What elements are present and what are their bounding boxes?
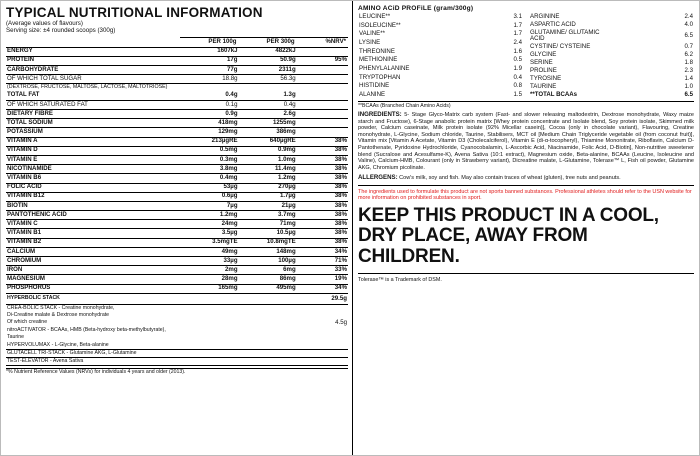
value-nrv: 38% bbox=[297, 146, 348, 155]
storage-warning: KEEP THIS PRODUCT IN A COOL, DRY PLACE, AWAY FROM CHILDREN. bbox=[358, 204, 659, 267]
table-row bbox=[6, 257, 348, 266]
table-row bbox=[6, 155, 348, 164]
nutrient-name: TOTAL SODIUM bbox=[6, 119, 180, 128]
blend-value bbox=[273, 335, 348, 342]
value-per-300g: 21µg bbox=[239, 201, 297, 210]
value-nrv: 33% bbox=[297, 266, 348, 275]
bcaa-note: **BCAAs (Branched Chain Amino Acids) bbox=[358, 103, 451, 110]
amino-acid-name: ALANINE bbox=[359, 91, 386, 99]
allergens-label: ALLERGENS: bbox=[358, 174, 398, 182]
nutrient-name: CHROMIUM bbox=[6, 257, 180, 266]
blend-name: Di-Creatine malate & Dextrose monohydrate bbox=[7, 311, 110, 318]
nutrient-name: MAGNESIUM bbox=[6, 275, 180, 284]
nrv-footnote: *% Nutrient Reference Values (NRVs) for individuals 4 years and older (2013). bbox=[6, 368, 348, 376]
table-row bbox=[6, 266, 348, 275]
value-per-300g: 0.4g bbox=[239, 100, 297, 109]
blend-value: 29.5g bbox=[273, 296, 348, 305]
value-per-300g: 270µg bbox=[239, 183, 297, 192]
blend-value bbox=[273, 358, 348, 366]
value-nrv: 38% bbox=[297, 211, 348, 220]
blend-name: Of which creatine bbox=[7, 319, 48, 326]
value-per-100g: 0.6µg bbox=[180, 192, 238, 201]
amino-acid-row bbox=[529, 92, 694, 100]
value-per-300g: 1.3g bbox=[239, 92, 297, 101]
value-per-300g: 148mg bbox=[239, 247, 297, 256]
value-per-300g: 6mg bbox=[239, 266, 297, 275]
value-per-100g: 33µg bbox=[180, 257, 238, 266]
value-nrv bbox=[297, 128, 348, 137]
table-row bbox=[6, 229, 348, 238]
value-per-300g: 640µgRE bbox=[239, 137, 297, 146]
value-per-100g: 418mg bbox=[180, 119, 238, 128]
value-nrv: 38% bbox=[297, 238, 348, 247]
amino-acid-value: 4.0 bbox=[684, 20, 693, 28]
amino-acid-name: LYSINE bbox=[359, 38, 381, 46]
amino-acid-value: 0.5 bbox=[513, 56, 522, 64]
blend-row bbox=[6, 312, 348, 319]
value-per-300g: 1255mg bbox=[239, 119, 297, 128]
amino-acid-value: 6.5 bbox=[684, 91, 693, 99]
blend-row bbox=[6, 296, 348, 305]
amino-acid-name: ASPARTIC ACID bbox=[530, 20, 576, 28]
value-per-100g: 17g bbox=[180, 56, 238, 65]
allergens-paragraph bbox=[358, 174, 694, 182]
nutrient-name: VITAMIN B12 bbox=[6, 192, 180, 201]
table-header-row bbox=[6, 37, 348, 47]
value-per-100g: 213µgRE bbox=[180, 137, 238, 146]
value-nrv: 38% bbox=[297, 192, 348, 201]
table-row bbox=[6, 47, 348, 56]
value-per-100g: 129mg bbox=[180, 128, 238, 137]
value-per-300g: 50.9g bbox=[239, 56, 297, 65]
amino-acid-name: METHIONINE bbox=[359, 56, 398, 64]
value-per-100g: 77g bbox=[180, 65, 238, 74]
amino-acid-name: TAURINE bbox=[530, 83, 557, 91]
nutrient-name: VITAMIN E bbox=[6, 155, 180, 164]
blend-name: Taurine bbox=[7, 334, 25, 341]
value-per-100g: 0.4g bbox=[180, 92, 238, 101]
amino-acid-name: SERINE bbox=[530, 59, 553, 67]
amino-acid-row bbox=[529, 29, 694, 44]
nutrient-name: OF WHICH TOTAL SUGAR bbox=[6, 75, 180, 84]
table-row bbox=[6, 284, 348, 293]
amino-acid-value: 2.4 bbox=[684, 12, 693, 20]
amino-acid-value: 1.7 bbox=[513, 21, 522, 29]
amino-acid-value: 0.7 bbox=[684, 43, 693, 51]
blend-value bbox=[273, 328, 348, 335]
amino-acid-table-left bbox=[358, 13, 523, 100]
value-nrv bbox=[297, 92, 348, 101]
value-per-300g: 495mg bbox=[239, 284, 297, 293]
value-per-100g: 3.5µg bbox=[180, 229, 238, 238]
nutrient-name: VITAMIN B6 bbox=[6, 174, 180, 183]
value-nrv bbox=[297, 119, 348, 128]
value-per-100g: 2mg bbox=[180, 266, 238, 275]
amino-acid-row bbox=[358, 74, 523, 83]
nutrient-name: (DEXTROSE, FRUCTOSE, MALTOSE, LACTOSE, MALTOTRIOSE) bbox=[7, 84, 168, 91]
table-row bbox=[6, 220, 348, 229]
value-per-300g: 56.3g bbox=[239, 75, 297, 84]
amino-acid-tables bbox=[358, 13, 694, 102]
value-per-100g: 0.4mg bbox=[180, 174, 238, 183]
amino-acid-row bbox=[358, 91, 523, 100]
allergens-text: Cow's milk, soy and fish. May also contain traces of wheat (gluten), tree nuts and peanuts. bbox=[399, 175, 621, 182]
value-per-100g: 0.9g bbox=[180, 110, 238, 119]
value-per-100g: 165mg bbox=[180, 284, 238, 293]
value-per-300g: 86mg bbox=[239, 275, 297, 284]
value-nrv: 34% bbox=[297, 247, 348, 256]
table-row bbox=[6, 238, 348, 247]
blend-value bbox=[273, 304, 348, 312]
nutrient-name: POTASSIUM bbox=[6, 128, 180, 137]
value-per-300g: 100µg bbox=[239, 257, 297, 266]
nutrient-name: CALCIUM bbox=[6, 247, 180, 256]
value-nrv bbox=[297, 65, 348, 74]
amino-acid-name: TRYPTOPHAN bbox=[359, 73, 401, 81]
blend-name: GLUTACELL TRI-STACK - Glutamine AKG, L-Glutamine bbox=[6, 350, 273, 358]
blend-name: HYPERBOLIC STACK bbox=[6, 296, 273, 305]
nutrient-name: FOLIC ACID bbox=[6, 183, 180, 192]
amino-acid-name: LEUCINE** bbox=[359, 12, 391, 20]
amino-acid-value: 6.2 bbox=[684, 51, 693, 59]
value-per-100g: 1607kJ bbox=[180, 47, 238, 56]
amino-acid-title: AMINO ACiD PROFiLE (gram/300g) bbox=[358, 5, 474, 12]
subtitle: (Average values of flavours) bbox=[6, 20, 83, 28]
nutrient-name: BIOTIN bbox=[6, 201, 180, 210]
table-row bbox=[6, 174, 348, 183]
nutrient-name: NICOTINAMIDE bbox=[6, 165, 180, 174]
value-per-300g: 386mg bbox=[239, 128, 297, 137]
amino-acid-row bbox=[358, 48, 523, 57]
amino-acid-row bbox=[358, 82, 523, 91]
value-nrv: 38% bbox=[297, 165, 348, 174]
nutrient-name: IRON bbox=[6, 266, 180, 275]
value-per-300g: 3.7mg bbox=[239, 211, 297, 220]
banned-substances-note: The ingredients used to formulate this product are not sports banned substances. Professional athletes should refer to the USN website for more information on prohibited substances in sport. bbox=[358, 185, 694, 202]
amino-acid-value: 1.9 bbox=[513, 64, 522, 72]
value-nrv: 38% bbox=[297, 229, 348, 238]
nutrient-name: PROTEIN bbox=[6, 56, 180, 65]
table-row bbox=[6, 119, 348, 128]
blend-value bbox=[273, 342, 348, 350]
amino-acid-value: 1.7 bbox=[513, 30, 522, 38]
value-nrv: 38% bbox=[297, 183, 348, 192]
amino-acid-name: TYROSINE bbox=[530, 75, 562, 83]
amino-acid-row bbox=[358, 22, 523, 31]
blend-value bbox=[273, 350, 348, 358]
value-nrv bbox=[297, 47, 348, 56]
amino-acid-name: ISOLEUCINE** bbox=[359, 21, 401, 29]
amino-acid-name: CYSTINE/ CYSTEINE bbox=[530, 43, 591, 51]
amino-acid-value: 1.8 bbox=[684, 59, 693, 67]
value-nrv: 34% bbox=[297, 284, 348, 293]
table-row bbox=[6, 92, 348, 101]
value-nrv bbox=[297, 84, 348, 92]
table-row bbox=[6, 183, 348, 192]
nutrient-name: VITAMIN A bbox=[6, 137, 180, 146]
amino-acid-name: PHENYLALANINE bbox=[359, 64, 410, 72]
value-per-100g: 0.5mg bbox=[180, 146, 238, 155]
nutrient-name: VITAMIN C bbox=[6, 220, 180, 229]
blend-name: HYPERVOLUMAX - L-Glycine, Beta-alanine bbox=[6, 342, 273, 350]
page-title: TYPICAL NUTRITIONAL INFORMATION bbox=[6, 5, 263, 20]
nutrient-name: VITAMIN D bbox=[6, 146, 180, 155]
amino-acid-name: GLUTAMINE/ GLUTAMIC ACID bbox=[530, 28, 600, 43]
value-nrv: 95% bbox=[297, 56, 348, 65]
info-panel bbox=[353, 1, 699, 455]
blend-name: nitroACTIVATOR - BCAAs, HMB (Beta-hydroxy beta-methylbutyrate), bbox=[7, 327, 166, 334]
value-per-100g: 0.3mg bbox=[180, 155, 238, 164]
amino-acid-name: THREONINE bbox=[359, 47, 395, 55]
amino-acid-value: 2.4 bbox=[513, 38, 522, 46]
table-row bbox=[6, 201, 348, 210]
serving-size: Serving size: ±4 rounded scoops (300g) bbox=[6, 26, 116, 34]
value-per-300g: 10.8mgTE bbox=[239, 238, 297, 247]
trademark-note: Tolerase™ is a Trademark of DSM. bbox=[358, 273, 694, 283]
amino-acid-row bbox=[358, 56, 523, 65]
value-nrv: 38% bbox=[297, 155, 348, 164]
amino-acid-name: GLYCINE bbox=[530, 51, 557, 59]
nutrient-name: OF WHICH SATURATED FAT bbox=[6, 100, 180, 109]
amino-acid-row bbox=[358, 39, 523, 48]
value-per-300g: 2311g bbox=[239, 65, 297, 74]
table-row bbox=[6, 110, 348, 119]
amino-acid-row bbox=[529, 13, 694, 21]
nutrient-name: TOTAL FAT bbox=[6, 92, 180, 101]
value-per-100g: 53µg bbox=[180, 183, 238, 192]
value-per-100g: 1.2mg bbox=[180, 211, 238, 220]
table-row bbox=[6, 275, 348, 284]
amino-acid-value: 3.1 bbox=[513, 12, 522, 20]
table-row bbox=[6, 75, 348, 84]
value-per-100g: 0.1g bbox=[180, 100, 238, 109]
amino-acid-name: HISTIDINE bbox=[359, 82, 390, 90]
ingredients-label: INGREDIENTS: bbox=[358, 111, 402, 119]
amino-acid-row bbox=[358, 13, 523, 22]
amino-acid-row bbox=[358, 30, 523, 39]
amino-acid-value: 1.5 bbox=[513, 91, 522, 99]
value-per-100g: 24mg bbox=[180, 220, 238, 229]
value-nrv: 19% bbox=[297, 275, 348, 284]
amino-acid-value: 1.0 bbox=[684, 83, 693, 91]
value-per-100g: 18.8g bbox=[180, 75, 238, 84]
col-head-per100g: PER 100g bbox=[180, 37, 238, 47]
value-per-300g: 1.7µg bbox=[239, 192, 297, 201]
blend-name: CREA-BOLIC STACK - Creatine monohydrate, bbox=[7, 304, 115, 311]
value-per-100g: 3.5mgTE bbox=[180, 238, 238, 247]
nutrient-name: DIETARY FIBRE bbox=[6, 110, 180, 119]
value-nrv bbox=[297, 110, 348, 119]
blend-row bbox=[6, 304, 348, 312]
blend-name: TEST-ELEVATOR - Avena Sativa bbox=[6, 358, 273, 366]
value-per-100g: 28mg bbox=[180, 275, 238, 284]
blend-value: 4.5g bbox=[335, 319, 347, 327]
col-head-nrv: %NRV* bbox=[297, 37, 348, 47]
amino-acid-value: 0.8 bbox=[513, 82, 522, 90]
value-per-300g: 71mg bbox=[239, 220, 297, 229]
amino-acid-row bbox=[529, 21, 694, 29]
table-row bbox=[6, 146, 348, 155]
amino-acid-value: 1.4 bbox=[684, 75, 693, 83]
value-nrv: 38% bbox=[297, 220, 348, 229]
table-row bbox=[6, 65, 348, 74]
value-nrv bbox=[297, 100, 348, 109]
value-per-300g: 11.4mg bbox=[239, 165, 297, 174]
table-row bbox=[6, 165, 348, 174]
ingredients-paragraph bbox=[358, 111, 694, 171]
value-per-300g: 1.2mg bbox=[239, 174, 297, 183]
table-row bbox=[6, 128, 348, 137]
blend-row bbox=[6, 358, 348, 366]
blend-row bbox=[6, 342, 348, 350]
ingredients-text: 5- Stage Glyco-Matrix carb system (Fast- and slower releasing maltodextrin, Dextrose monohydrate, Waxy maize starch and Fructose), 6-Stage anabolic protein matrix [Whey protein concentrate and Isolate blend, Soy protein isolate, Skimmed milk powder, Calcium caseinate, Milk protein isolate (92% Micellar casein)], Cocoa (only in chocolate variant), Flavouring, Creatine monohydrate, L-Glycine, Sodium chloride, Taurine, Stabilisers, MCT oil [Medium Chain Triglyceride vegetable oil (from coconut fruit)], Vitamin mix [Vitamin A Acetate, Vitamin D3 (Cholecalciferol), Vitamin E (di-α-tocopheryl), Thiamine Mononitrate, Riboflavin, Calcium D-Pantothenate, Pyridoxine Hydrochloride, Cyanocobalamin, L-Ascorbic Acid, Niacinamide, Folic Acid, D-Biotin], Non-nutritive sweetener blend (Sucralose and Acesulfame-K), Avena Sativa (10:1 extract), Magnesium oxide, Beta-alanine, BCAAs (Leucine, Isoleucine and Valine), Calcium-HMB, Colourant (only in Strawberry variant), Dicreatine malate, L-Glutamine, Tolerase™ L, Fish oil powder, Glutamine AKG, Chromium picolinate. bbox=[358, 112, 695, 171]
value-per-300g: 2.6g bbox=[239, 110, 297, 119]
value-per-100g: 3.8mg bbox=[180, 165, 238, 174]
col-head-nutrient bbox=[6, 37, 180, 47]
table-row bbox=[6, 100, 348, 109]
col-head-per300g: PER 300g bbox=[239, 37, 297, 47]
blend-row bbox=[6, 335, 348, 342]
nutrition-table bbox=[6, 37, 348, 294]
amino-acid-name: VALINE** bbox=[359, 30, 385, 38]
table-row bbox=[6, 56, 348, 65]
nutrient-name: ENERGY bbox=[6, 47, 180, 56]
amino-acid-value: 1.6 bbox=[513, 47, 522, 55]
value-nrv: 38% bbox=[297, 137, 348, 146]
blend-row bbox=[6, 328, 348, 335]
amino-acid-value: 6.5 bbox=[684, 32, 693, 39]
nutrient-name: PANTOTHENIC ACID bbox=[6, 211, 180, 220]
value-per-300g: 0.9mg bbox=[239, 146, 297, 155]
blend-table bbox=[6, 296, 348, 367]
value-nrv: 38% bbox=[297, 201, 348, 210]
value-per-100g: 49mg bbox=[180, 247, 238, 256]
amino-acid-name: **TOTAL BCAAs bbox=[530, 91, 578, 99]
table-row bbox=[6, 192, 348, 201]
amino-acid-table-right bbox=[529, 13, 694, 100]
blend-row bbox=[6, 350, 348, 358]
amino-acid-value: 2.3 bbox=[684, 67, 693, 75]
table-row bbox=[6, 211, 348, 220]
nutrient-name: VITAMIN B2 bbox=[6, 238, 180, 247]
value-nrv: 38% bbox=[297, 174, 348, 183]
value-per-100g: 7µg bbox=[180, 201, 238, 210]
amino-acid-row bbox=[529, 52, 694, 60]
value-nrv: 71% bbox=[297, 257, 348, 266]
value-per-300g: 4822kJ bbox=[239, 47, 297, 56]
amino-acid-name: ARGININE bbox=[530, 12, 560, 20]
nutrient-name: PHOSPHORUS bbox=[6, 284, 180, 293]
value-per-300g: 10.5µg bbox=[239, 229, 297, 238]
nutrient-name: CARBOHYDRATE bbox=[6, 65, 180, 74]
table-row bbox=[6, 247, 348, 256]
value-per-300g: 1.0mg bbox=[239, 155, 297, 164]
nutrition-panel bbox=[1, 1, 353, 455]
table-row bbox=[6, 84, 348, 92]
amino-acid-value: 0.4 bbox=[513, 73, 522, 81]
table-row bbox=[6, 137, 348, 146]
value-nrv bbox=[297, 75, 348, 84]
nutrient-name: VITAMIN B1 bbox=[6, 229, 180, 238]
amino-acid-row bbox=[358, 65, 523, 74]
amino-acid-name: PROLINE bbox=[530, 67, 557, 75]
